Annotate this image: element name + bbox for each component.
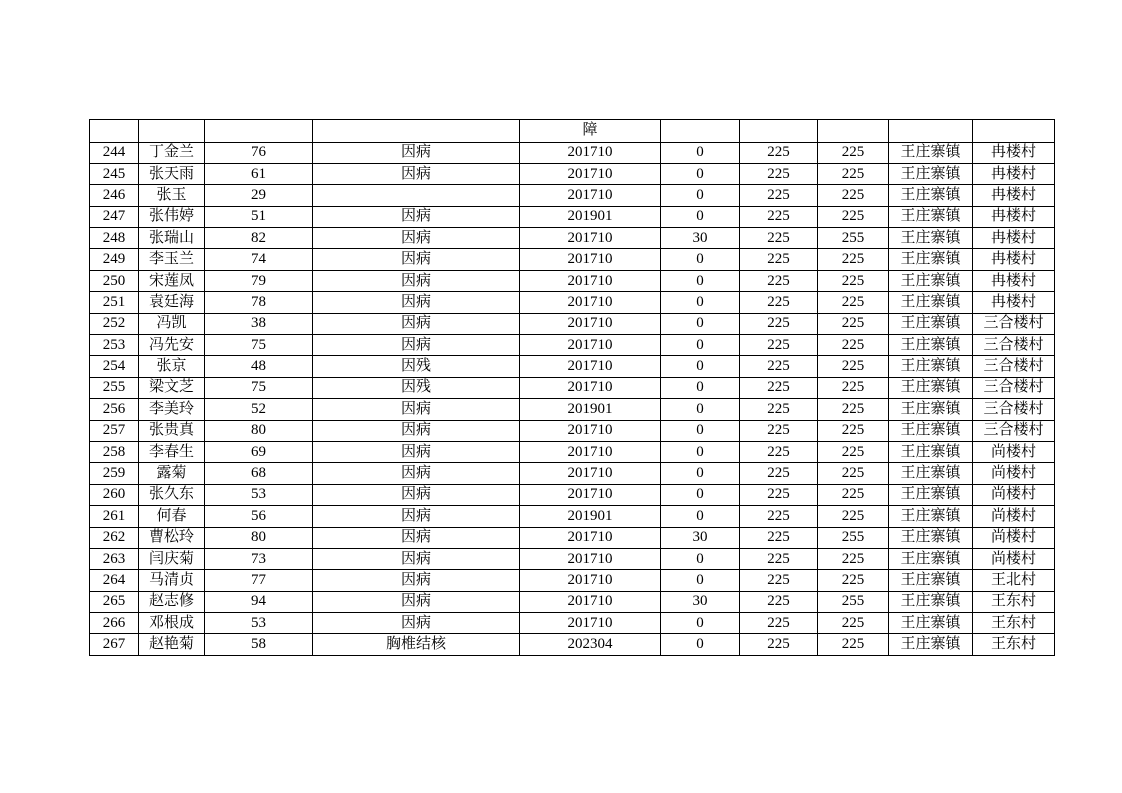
table-cell: 225	[818, 356, 889, 377]
table-cell: 因病	[313, 613, 520, 634]
table-cell: 0	[661, 249, 740, 270]
table-cell: 王庄寨镇	[889, 249, 973, 270]
table-row	[90, 377, 1055, 398]
table-cell: 王庄寨镇	[889, 570, 973, 591]
table-cell: 201710	[520, 249, 661, 270]
table-row	[90, 634, 1055, 655]
table-cell: 255	[818, 228, 889, 249]
table-cell: 王庄寨镇	[889, 591, 973, 612]
table-cell: 王东村	[973, 591, 1055, 612]
table-row	[90, 420, 1055, 441]
table-cell: 李春生	[139, 441, 205, 462]
table-cell: 68	[205, 463, 313, 484]
header-cell	[973, 120, 1055, 143]
table-cell: 0	[661, 484, 740, 505]
table-cell: 王东村	[973, 613, 1055, 634]
table-cell: 225	[740, 377, 818, 398]
table-cell: 225	[818, 249, 889, 270]
table-cell: 0	[661, 142, 740, 163]
table-cell: 253	[90, 335, 139, 356]
table-row	[90, 463, 1055, 484]
table-cell: 冉楼村	[973, 206, 1055, 227]
table-cell: 王庄寨镇	[889, 548, 973, 569]
table-cell: 201901	[520, 506, 661, 527]
table-cell: 冉楼村	[973, 249, 1055, 270]
table-cell: 尚楼村	[973, 548, 1055, 569]
header-cell	[90, 120, 139, 143]
table-cell: 王庄寨镇	[889, 634, 973, 655]
table-cell: 张京	[139, 356, 205, 377]
table-cell: 201710	[520, 591, 661, 612]
table-body	[90, 120, 1055, 656]
table-cell: 0	[661, 377, 740, 398]
table-cell: 255	[90, 377, 139, 398]
table-cell: 因病	[313, 335, 520, 356]
table-cell: 251	[90, 292, 139, 313]
table-cell: 225	[818, 484, 889, 505]
table-cell: 冉楼村	[973, 163, 1055, 184]
table-cell: 244	[90, 142, 139, 163]
table-cell: 201901	[520, 206, 661, 227]
table-cell: 王庄寨镇	[889, 335, 973, 356]
table-cell: 78	[205, 292, 313, 313]
table-cell: 201710	[520, 613, 661, 634]
table-cell: 225	[740, 313, 818, 334]
table-cell: 225	[818, 377, 889, 398]
table-cell: 因病	[313, 270, 520, 291]
table-row	[90, 527, 1055, 548]
table-cell: 0	[661, 463, 740, 484]
table-cell: 0	[661, 548, 740, 569]
table-cell: 王庄寨镇	[889, 185, 973, 206]
table-cell: 0	[661, 420, 740, 441]
table-cell: 252	[90, 313, 139, 334]
table-cell: 因病	[313, 399, 520, 420]
header-cell	[889, 120, 973, 143]
table-cell: 冉楼村	[973, 292, 1055, 313]
table-cell: 202304	[520, 634, 661, 655]
table-cell: 0	[661, 399, 740, 420]
table-cell: 75	[205, 377, 313, 398]
table-cell: 尚楼村	[973, 506, 1055, 527]
table-cell: 王庄寨镇	[889, 163, 973, 184]
table-cell: 201710	[520, 527, 661, 548]
table-row	[90, 506, 1055, 527]
table-cell: 225	[818, 570, 889, 591]
table-row	[90, 313, 1055, 334]
table-cell: 265	[90, 591, 139, 612]
table-row	[90, 548, 1055, 569]
table-cell: 61	[205, 163, 313, 184]
table-cell: 77	[205, 570, 313, 591]
table-cell: 201710	[520, 463, 661, 484]
table-cell: 王庄寨镇	[889, 206, 973, 227]
table-cell: 王庄寨镇	[889, 142, 973, 163]
table-cell	[313, 185, 520, 206]
table-cell: 因病	[313, 206, 520, 227]
table-cell: 三合楼村	[973, 335, 1055, 356]
table-cell: 257	[90, 420, 139, 441]
header-cell	[205, 120, 313, 143]
table-cell: 王庄寨镇	[889, 441, 973, 462]
table-cell: 王庄寨镇	[889, 420, 973, 441]
table-cell: 225	[740, 356, 818, 377]
header-cell	[313, 120, 520, 143]
table-cell: 因病	[313, 142, 520, 163]
table-header-row	[90, 120, 1055, 143]
header-cell	[139, 120, 205, 143]
table-cell: 255	[818, 527, 889, 548]
table-cell: 王庄寨镇	[889, 377, 973, 398]
table-cell: 201710	[520, 185, 661, 206]
table-cell: 0	[661, 356, 740, 377]
table-cell: 225	[818, 206, 889, 227]
table-cell: 261	[90, 506, 139, 527]
table-cell: 王庄寨镇	[889, 356, 973, 377]
table-cell: 因病	[313, 463, 520, 484]
table-cell: 225	[740, 292, 818, 313]
table-cell: 225	[818, 463, 889, 484]
table-cell: 闫庆菊	[139, 548, 205, 569]
table-row	[90, 270, 1055, 291]
table-cell: 李玉兰	[139, 249, 205, 270]
table-cell: 225	[740, 463, 818, 484]
table-cell: 三合楼村	[973, 356, 1055, 377]
table-cell: 王庄寨镇	[889, 463, 973, 484]
table-cell: 三合楼村	[973, 377, 1055, 398]
table-cell: 30	[661, 591, 740, 612]
table-cell: 冯先安	[139, 335, 205, 356]
table-cell: 梁文芝	[139, 377, 205, 398]
table-cell: 225	[740, 570, 818, 591]
table-cell: 袁廷海	[139, 292, 205, 313]
table-cell: 30	[661, 527, 740, 548]
table-cell: 258	[90, 441, 139, 462]
table-cell: 王庄寨镇	[889, 270, 973, 291]
table-cell: 225	[740, 441, 818, 462]
table-cell: 因病	[313, 591, 520, 612]
table-cell: 何春	[139, 506, 205, 527]
table-cell: 因残	[313, 377, 520, 398]
table-cell: 尚楼村	[973, 463, 1055, 484]
table-cell: 0	[661, 634, 740, 655]
table-cell: 225	[818, 613, 889, 634]
table-cell: 225	[818, 270, 889, 291]
table-cell: 因病	[313, 313, 520, 334]
table-cell: 256	[90, 399, 139, 420]
table-cell: 因病	[313, 441, 520, 462]
table-cell: 王庄寨镇	[889, 228, 973, 249]
table-cell: 201710	[520, 356, 661, 377]
table-cell: 尚楼村	[973, 441, 1055, 462]
table-cell: 201710	[520, 228, 661, 249]
table-cell: 赵志修	[139, 591, 205, 612]
table-cell: 三合楼村	[973, 313, 1055, 334]
table-cell: 48	[205, 356, 313, 377]
table-cell: 因残	[313, 356, 520, 377]
table-cell: 225	[818, 548, 889, 569]
table-cell: 201710	[520, 335, 661, 356]
table-cell: 225	[818, 506, 889, 527]
table-cell: 267	[90, 634, 139, 655]
table-cell: 0	[661, 292, 740, 313]
table-cell: 丁金兰	[139, 142, 205, 163]
table-cell: 因病	[313, 228, 520, 249]
table-cell: 225	[740, 484, 818, 505]
table-cell: 30	[661, 228, 740, 249]
table-cell: 250	[90, 270, 139, 291]
table-cell: 262	[90, 527, 139, 548]
table-cell: 225	[740, 270, 818, 291]
table-cell: 张玉	[139, 185, 205, 206]
table-cell: 曹松玲	[139, 527, 205, 548]
table-row	[90, 484, 1055, 505]
table-cell: 因病	[313, 527, 520, 548]
table-cell: 247	[90, 206, 139, 227]
table-cell: 259	[90, 463, 139, 484]
table-cell: 53	[205, 484, 313, 505]
table-cell: 246	[90, 185, 139, 206]
table-cell: 尚楼村	[973, 527, 1055, 548]
table-cell: 80	[205, 420, 313, 441]
table-cell: 225	[740, 634, 818, 655]
table-cell: 0	[661, 313, 740, 334]
table-cell: 79	[205, 270, 313, 291]
table-cell: 王庄寨镇	[889, 399, 973, 420]
table-cell: 248	[90, 228, 139, 249]
table-cell: 尚楼村	[973, 484, 1055, 505]
table-cell: 王东村	[973, 634, 1055, 655]
table-cell: 225	[740, 591, 818, 612]
table-row	[90, 163, 1055, 184]
table-row	[90, 206, 1055, 227]
table-cell: 冯凯	[139, 313, 205, 334]
header-cell	[740, 120, 818, 143]
table-cell: 225	[740, 163, 818, 184]
table-cell: 266	[90, 613, 139, 634]
table-cell: 249	[90, 249, 139, 270]
table-cell: 张伟婷	[139, 206, 205, 227]
table-row	[90, 292, 1055, 313]
header-cell	[661, 120, 740, 143]
table-cell: 张天雨	[139, 163, 205, 184]
table-cell: 马清贞	[139, 570, 205, 591]
table-cell: 254	[90, 356, 139, 377]
table-row	[90, 570, 1055, 591]
table-cell: 因病	[313, 484, 520, 505]
table-cell: 225	[740, 142, 818, 163]
table-cell: 0	[661, 335, 740, 356]
table-cell: 王庄寨镇	[889, 484, 973, 505]
table-cell: 225	[818, 441, 889, 462]
table-cell: 52	[205, 399, 313, 420]
table-cell: 260	[90, 484, 139, 505]
table-cell: 因病	[313, 292, 520, 313]
table-cell: 201710	[520, 441, 661, 462]
table-cell: 王庄寨镇	[889, 313, 973, 334]
table-cell: 225	[818, 163, 889, 184]
table-cell: 225	[818, 335, 889, 356]
table-cell: 225	[740, 228, 818, 249]
table-cell: 露菊	[139, 463, 205, 484]
table-cell: 51	[205, 206, 313, 227]
table-cell: 张贵真	[139, 420, 205, 441]
table-cell: 胸椎结核	[313, 634, 520, 655]
table-cell: 263	[90, 548, 139, 569]
table-cell: 225	[740, 249, 818, 270]
table-cell: 因病	[313, 420, 520, 441]
table-cell: 74	[205, 249, 313, 270]
table-cell: 76	[205, 142, 313, 163]
table-cell: 冉楼村	[973, 270, 1055, 291]
table-cell: 80	[205, 527, 313, 548]
table-cell: 0	[661, 570, 740, 591]
table-row	[90, 613, 1055, 634]
table-row	[90, 335, 1055, 356]
table-cell: 73	[205, 548, 313, 569]
table-cell: 82	[205, 228, 313, 249]
header-cell: 障	[520, 120, 661, 143]
table-cell: 225	[740, 527, 818, 548]
table-cell: 三合楼村	[973, 420, 1055, 441]
table-cell: 53	[205, 613, 313, 634]
table-cell: 0	[661, 613, 740, 634]
table-cell: 225	[818, 634, 889, 655]
table-cell: 因病	[313, 548, 520, 569]
table-cell: 201710	[520, 420, 661, 441]
table-cell: 因病	[313, 570, 520, 591]
table-cell: 225	[740, 335, 818, 356]
table-cell: 225	[818, 292, 889, 313]
table-cell: 56	[205, 506, 313, 527]
table-cell: 0	[661, 206, 740, 227]
table-cell: 201710	[520, 270, 661, 291]
table-cell: 264	[90, 570, 139, 591]
table-cell: 69	[205, 441, 313, 462]
table-cell: 王庄寨镇	[889, 506, 973, 527]
table-cell: 94	[205, 591, 313, 612]
table-cell: 225	[818, 399, 889, 420]
table-cell: 225	[740, 399, 818, 420]
table-cell: 宋莲凤	[139, 270, 205, 291]
table-cell: 因病	[313, 249, 520, 270]
table-cell: 0	[661, 270, 740, 291]
table-cell: 29	[205, 185, 313, 206]
table-cell: 255	[818, 591, 889, 612]
table-cell: 王庄寨镇	[889, 613, 973, 634]
header-cell	[818, 120, 889, 143]
table-row	[90, 356, 1055, 377]
benefits-roster-table	[89, 119, 1055, 656]
table-cell: 38	[205, 313, 313, 334]
table-cell: 0	[661, 163, 740, 184]
table-cell: 201710	[520, 142, 661, 163]
table-row	[90, 399, 1055, 420]
table-cell: 201710	[520, 484, 661, 505]
table-cell: 三合楼村	[973, 399, 1055, 420]
table-cell: 赵艳菊	[139, 634, 205, 655]
table-cell: 0	[661, 441, 740, 462]
table-cell: 201710	[520, 377, 661, 398]
table-cell: 225	[740, 420, 818, 441]
table-cell: 201710	[520, 548, 661, 569]
table-cell: 225	[818, 142, 889, 163]
table-cell: 因病	[313, 506, 520, 527]
table-row	[90, 142, 1055, 163]
table-cell: 201901	[520, 399, 661, 420]
table-cell: 201710	[520, 292, 661, 313]
table-cell: 王北村	[973, 570, 1055, 591]
table-cell: 冉楼村	[973, 142, 1055, 163]
table-row	[90, 228, 1055, 249]
table-cell: 201710	[520, 163, 661, 184]
table-row	[90, 441, 1055, 462]
table-cell: 因病	[313, 163, 520, 184]
table-cell: 张瑞山	[139, 228, 205, 249]
table-row	[90, 591, 1055, 612]
table-cell: 75	[205, 335, 313, 356]
table-cell: 58	[205, 634, 313, 655]
table-cell: 225	[740, 548, 818, 569]
table-cell: 201710	[520, 313, 661, 334]
table-cell: 张久东	[139, 484, 205, 505]
table-cell: 245	[90, 163, 139, 184]
table-cell: 225	[740, 613, 818, 634]
table-cell: 225	[818, 420, 889, 441]
table-cell: 225	[740, 506, 818, 527]
table-cell: 0	[661, 185, 740, 206]
table-cell: 225	[818, 185, 889, 206]
table-row	[90, 185, 1055, 206]
table-cell: 225	[740, 206, 818, 227]
table-cell: 王庄寨镇	[889, 292, 973, 313]
table-cell: 李美玲	[139, 399, 205, 420]
table-cell: 225	[818, 313, 889, 334]
table-cell: 邓根成	[139, 613, 205, 634]
table-cell: 0	[661, 506, 740, 527]
table-cell: 王庄寨镇	[889, 527, 973, 548]
table-cell: 225	[740, 185, 818, 206]
table-cell: 冉楼村	[973, 185, 1055, 206]
table-cell: 冉楼村	[973, 228, 1055, 249]
table-cell: 201710	[520, 570, 661, 591]
table-row	[90, 249, 1055, 270]
